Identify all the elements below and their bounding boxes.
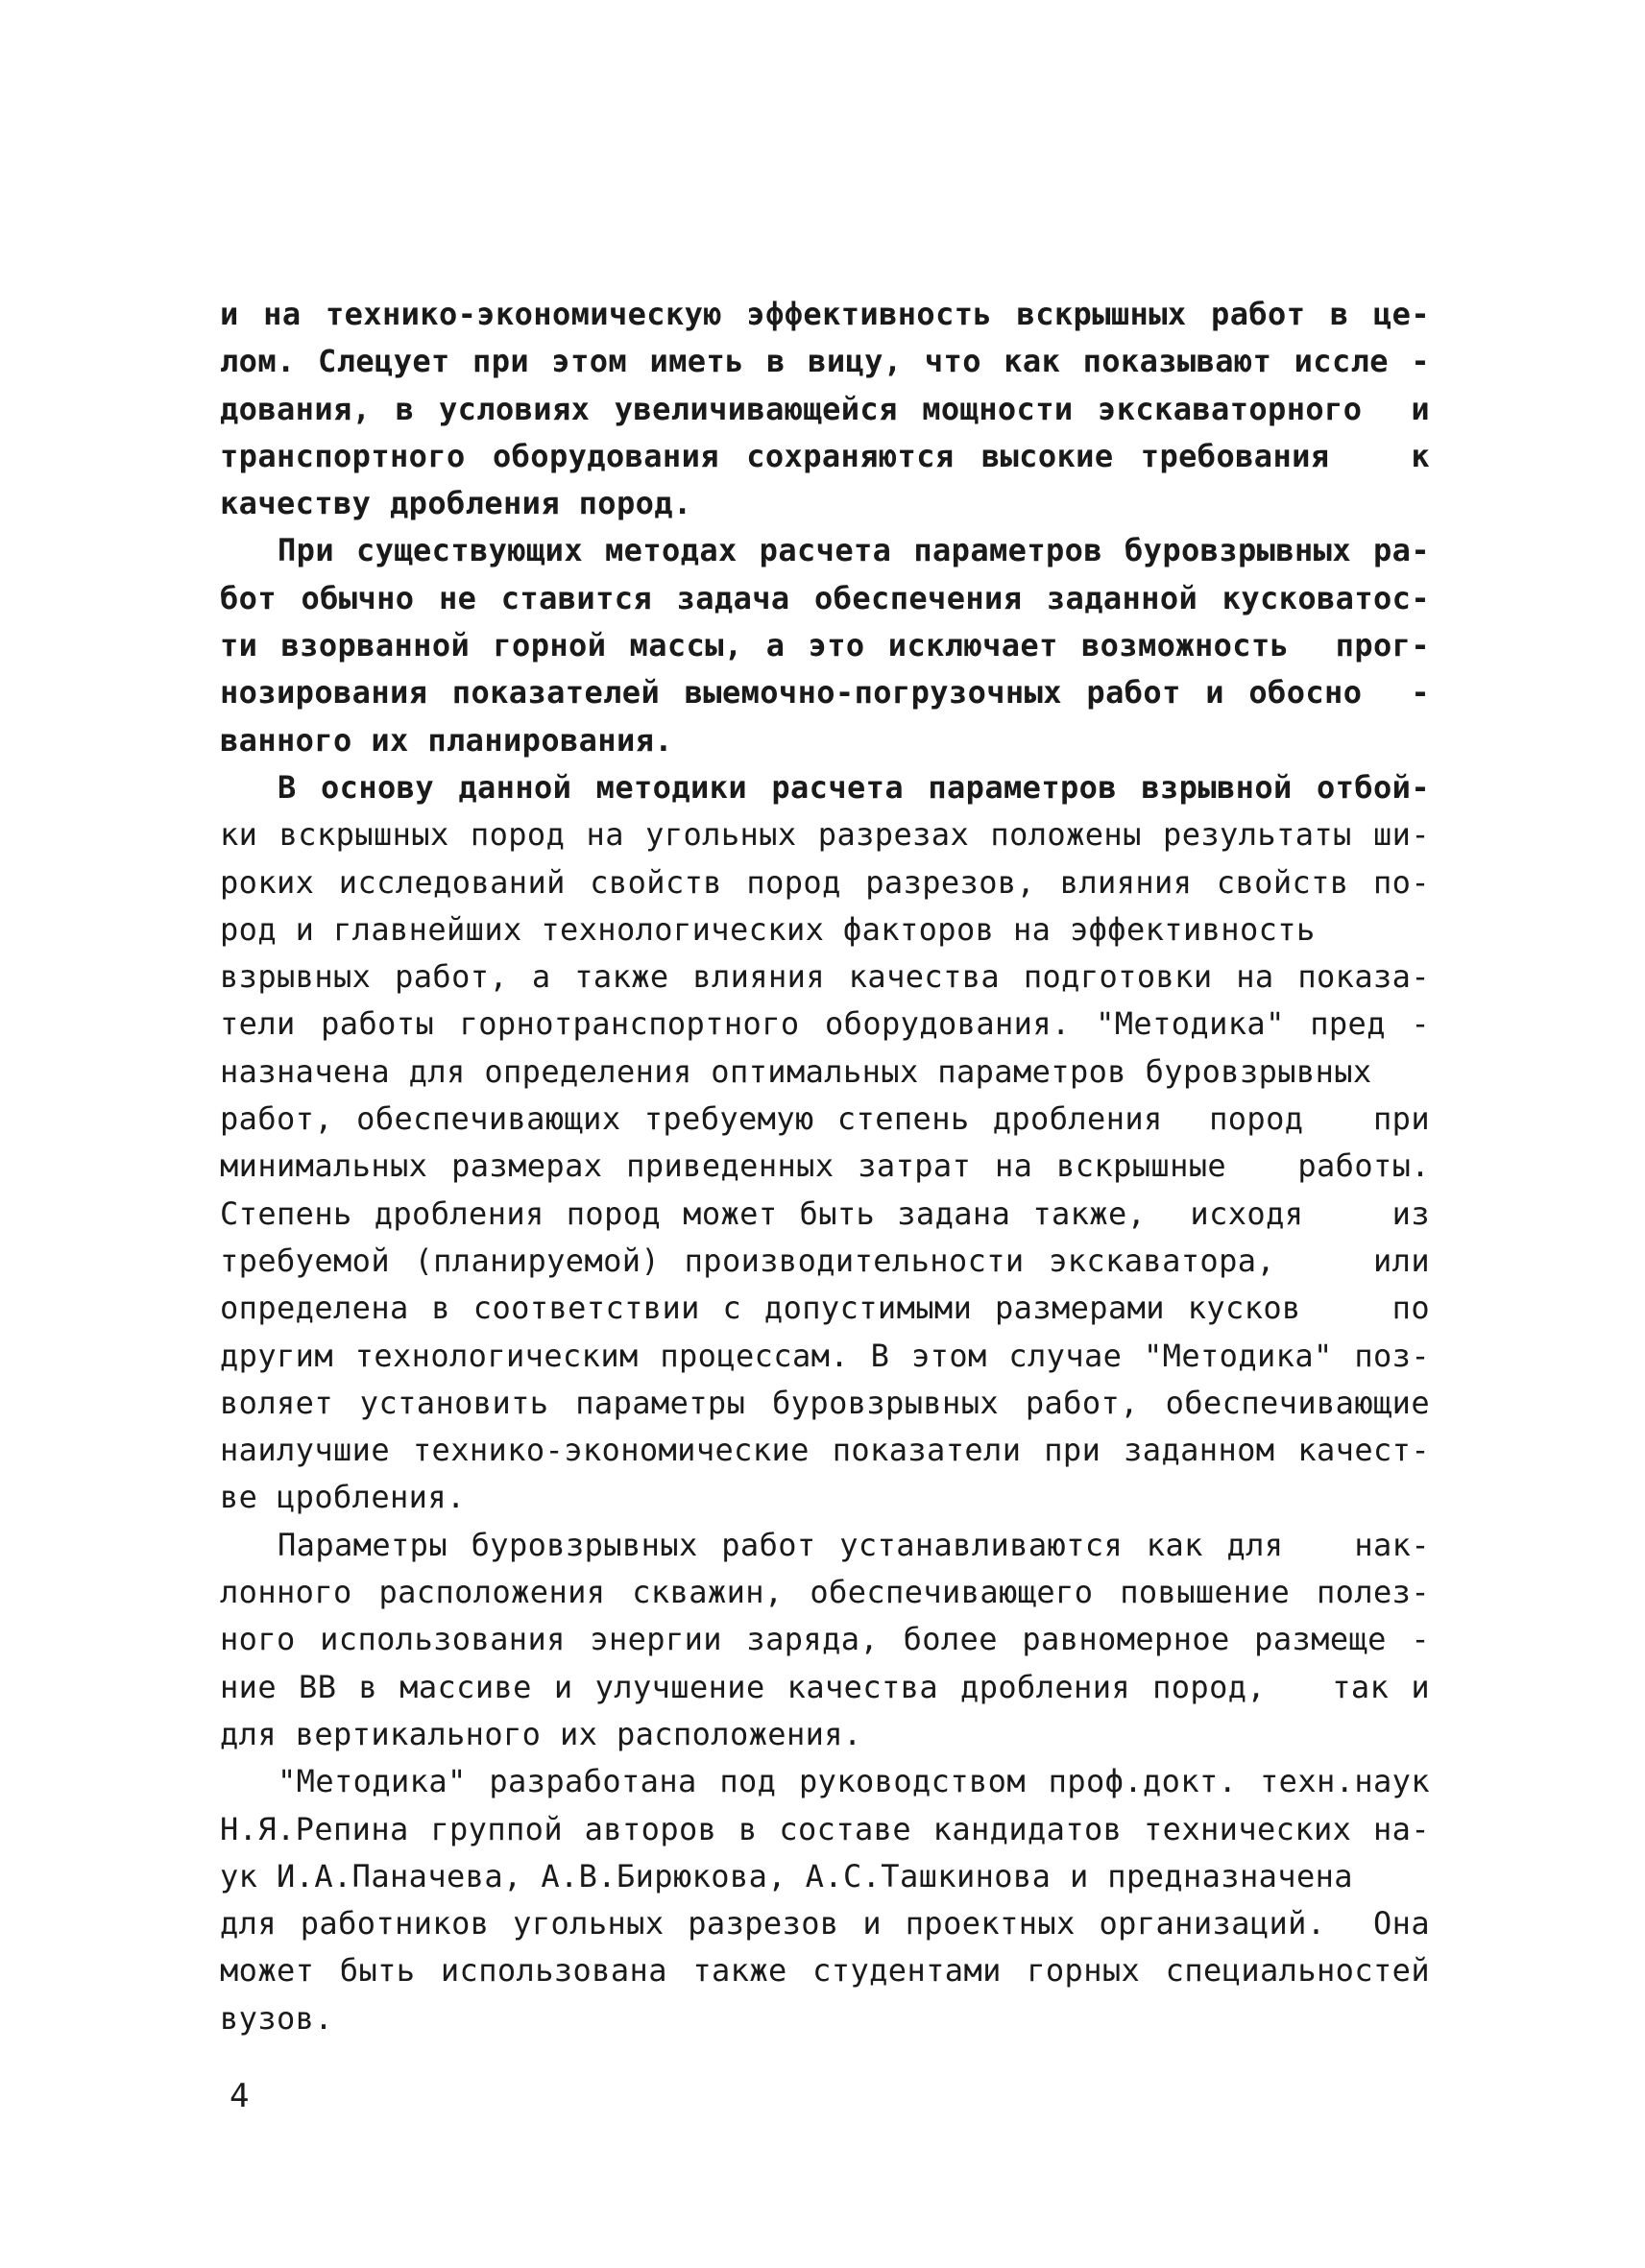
text-line: При существующих методах расчета параметров буровзрывных ра- xyxy=(278,532,1430,569)
text-line: взрывных работ, а также влияния качества подготовки на показа- xyxy=(220,958,1430,996)
text-line: требуемой (планируемой) производительности экскаватора, или xyxy=(220,1242,1430,1279)
text-line: ве цробления. xyxy=(220,1479,466,1516)
text-line: вузов. xyxy=(220,1999,333,2037)
text-line: качеству дробления пород. xyxy=(220,485,692,522)
text-line: нозирования показателей выемочно-погрузочных работ и обосно - xyxy=(220,674,1430,712)
text-line: ванного их планирования. xyxy=(220,721,673,759)
text-line: Параметры буровзрывных работ устанавливаются как для нак- xyxy=(278,1526,1430,1563)
text-line: для вертикального их расположения. xyxy=(220,1715,862,1752)
text-line: назначена для определения оптимальных параметров буровзрывных xyxy=(220,1052,1372,1090)
body-text xyxy=(220,291,1430,2042)
text-line: наилучшие технико-экономические показатели при заданном качест- xyxy=(220,1432,1430,1469)
text-line: лом. Слецует при этом иметь в вицу, что как показывают иссле - xyxy=(220,343,1430,380)
text-line: ук И.А.Паначева, А.В.Бирюкова, А.С.Ташкинова и предназначена xyxy=(220,1857,1353,1894)
text-line: транспортного оборудования сохраняются высокие требования к xyxy=(220,437,1430,474)
text-line: другим технологическим процессам. В этом случае "Методика" поз- xyxy=(220,1337,1430,1374)
text-line: "Методика" разработана под руководством проф.докт. техн.наук xyxy=(278,1763,1430,1800)
text-line: род и главнейших технологических факторов на эффективность xyxy=(220,910,1316,948)
text-line: Степень дробления пород может быть задана также, исходя из xyxy=(220,1194,1430,1232)
page-number: 4 xyxy=(230,2077,250,2115)
text-line: ние ВВ в массиве и улучшение качества дробления пород, так и xyxy=(220,1668,1430,1705)
text-line: лонного расположения скважин, обеспечивающего повышение полез- xyxy=(220,1574,1430,1611)
text-line: бот обычно не ставится задача обеспечения заданной кусковатос- xyxy=(220,579,1430,616)
text-line: минимальных размерах приведенных затрат на вскрышные работы. xyxy=(220,1147,1430,1185)
text-line: для работников угольных разрезов и проектных организаций. Она xyxy=(220,1905,1430,1942)
text-line: ки вскрышных пород на угольных разрезах положены результаты ши- xyxy=(220,816,1430,854)
text-line: Н.Я.Репина группой авторов в составе кандидатов технических на- xyxy=(220,1810,1430,1847)
text-line: дования, в условиях увеличивающейся мощности экскаваторного и xyxy=(220,390,1430,427)
text-line: ного использования энергии заряда, более равномерное размеще - xyxy=(220,1621,1430,1658)
text-line: тели работы горнотранспортного оборудования. "Методика" пред - xyxy=(220,1005,1430,1043)
text-line: роких исследований свойств пород разрезов, влияния свойств по- xyxy=(220,863,1430,901)
text-line: работ, обеспечивающих требуемую степень дробления пород при xyxy=(220,1100,1430,1138)
text-line: ти взорванной горной массы, а это исключает возможность прог- xyxy=(220,627,1430,664)
text-line: может быть использована также студентами горных специальностей xyxy=(220,1952,1430,1990)
text-line: воляет установить параметры буровзрывных работ, обеспечивающие xyxy=(220,1384,1430,1421)
text-line: определена в соответствии с допустимыми размерами кусков по xyxy=(220,1290,1430,1327)
text-line: и на технико-экономическую эффективность вскрышных работ в це- xyxy=(220,296,1430,332)
text-line: В основу данной методики расчета параметров взрывной отбой- xyxy=(278,768,1430,806)
